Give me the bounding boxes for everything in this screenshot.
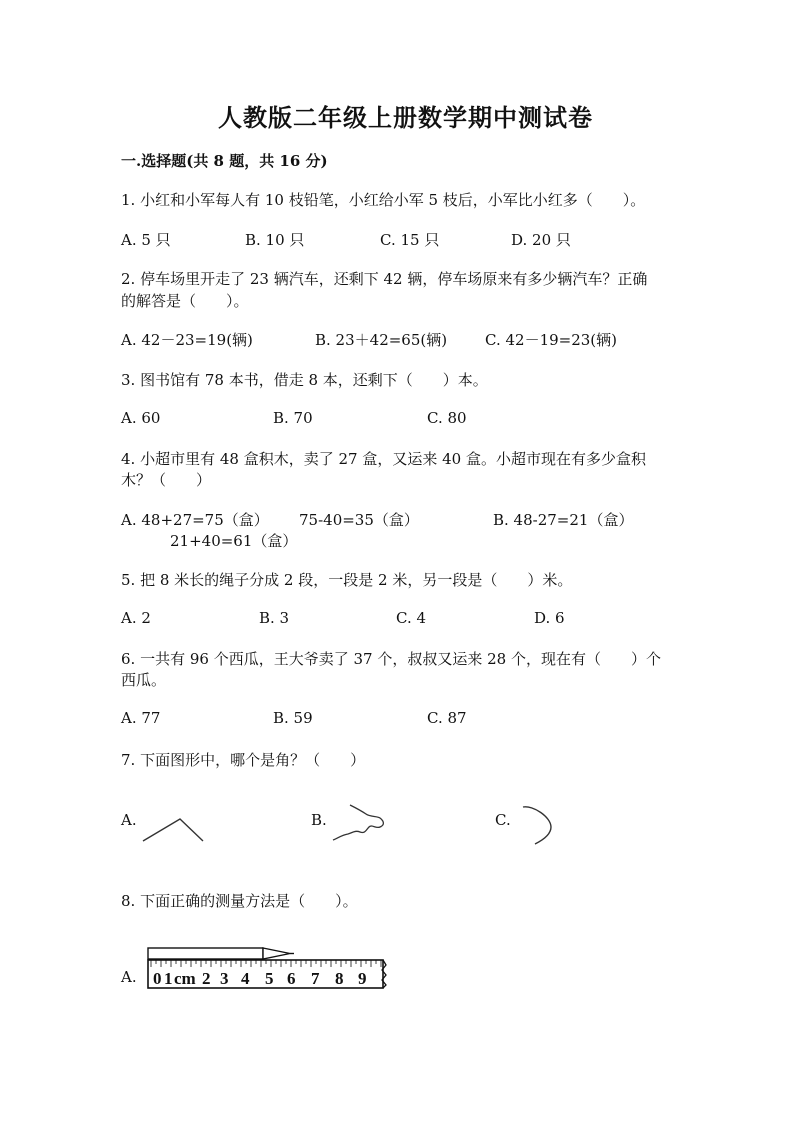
ruler-label-4: 4: [241, 969, 250, 988]
q5-option-d[interactable]: D. 6: [534, 609, 565, 627]
q7-option-a[interactable]: A.: [121, 811, 137, 829]
question-4-line-1: 4. 小超市里有 48 盒积木，卖了 27 盒，又运来 40 盒。小超市现在有多少盒积: [121, 450, 646, 468]
ruler-label-1: 1: [164, 969, 173, 988]
ruler-icon: [148, 960, 386, 988]
q5-option-c[interactable]: C. 4: [396, 609, 427, 627]
angle-figure-a: [140, 815, 210, 845]
question-5: 5. 把 8 米长的绳子分成 2 段，一段是 2 米，另一段是（ ）米。: [121, 571, 573, 589]
q2-option-a[interactable]: A. 42－23=19(辆): [121, 331, 253, 349]
ruler-label-2: 2: [202, 969, 211, 988]
q5-option-a[interactable]: A. 2: [121, 609, 151, 627]
q4-option-b-step-2: 21+40=61（盒）: [170, 532, 298, 550]
q6-option-b[interactable]: B. 59: [273, 709, 313, 727]
curve-figure-c: [515, 803, 560, 848]
question-2-line-1: 2. 停车场里开走了 23 辆汽车，还剩下 42 辆，停车场原来有多少辆汽车？正确: [121, 270, 648, 288]
page-title: 人教版二年级上册数学期中测试卷: [218, 103, 593, 132]
question-3: 3. 图书馆有 78 本书，借走 8 本，还剩下（ ）本。: [121, 371, 488, 389]
ruler-label-7: 7: [311, 969, 320, 988]
ruler-label-5: 5: [265, 969, 274, 988]
wavy-figure-b: [330, 802, 395, 852]
ruler-label-cm: cm: [174, 969, 196, 988]
q8-option-a[interactable]: A.: [121, 968, 137, 986]
question-1: 1. 小红和小军每人有 10 枝铅笔，小红给小军 5 枝后，小军比小红多（ ）。: [121, 191, 646, 209]
question-7: 7. 下面图形中，哪个是角？（ ）: [121, 751, 366, 769]
q6-option-c[interactable]: C. 87: [427, 709, 467, 727]
ruler-label-0: 0: [153, 969, 162, 988]
q3-option-b[interactable]: B. 70: [273, 409, 313, 427]
q4-option-b[interactable]: B. 48-27=21（盒）: [493, 511, 634, 529]
q7-option-c[interactable]: C.: [495, 811, 511, 829]
question-2-line-2: 的解答是（ ）。: [121, 292, 249, 310]
q7-option-b[interactable]: B.: [311, 811, 327, 829]
q2-option-c[interactable]: C. 42－19=23(辆): [485, 331, 618, 349]
question-6-line-2: 西瓜。: [121, 671, 167, 689]
q5-option-b[interactable]: B. 3: [259, 609, 290, 627]
ruler-label-9: 9: [358, 969, 367, 988]
section-heading: 一.选择题(共 8 题，共 16 分): [121, 152, 328, 170]
q4-option-a[interactable]: A. 48+27=75（盒）: [121, 511, 269, 529]
ruler-label-6: 6: [287, 969, 296, 988]
q1-option-c[interactable]: C. 15 只: [380, 231, 440, 249]
ruler-label-8: 8: [335, 969, 344, 988]
ruler-figure: [145, 945, 395, 995]
question-6-line-1: 6. 一共有 96 个西瓜，王大爷卖了 37 个，叔叔又运来 28 个，现在有（ ）个: [121, 650, 661, 668]
question-8: 8. 下面正确的测量方法是（ ）。: [121, 892, 358, 910]
q2-option-b[interactable]: B. 23＋42=65(辆): [315, 331, 448, 349]
pencil-icon: [148, 948, 294, 959]
ruler-label-3: 3: [220, 969, 229, 988]
q1-option-d[interactable]: D. 20 只: [511, 231, 571, 249]
q4-option-a-step-2: 75-40=35（盒）: [299, 511, 419, 529]
q3-option-a[interactable]: A. 60: [121, 409, 161, 427]
q1-option-a[interactable]: A. 5 只: [121, 231, 171, 249]
q1-option-b[interactable]: B. 10 只: [245, 231, 305, 249]
q3-option-c[interactable]: C. 80: [427, 409, 467, 427]
q6-option-a[interactable]: A. 77: [121, 709, 161, 727]
question-4-line-2: 木？（ ）: [121, 471, 212, 489]
